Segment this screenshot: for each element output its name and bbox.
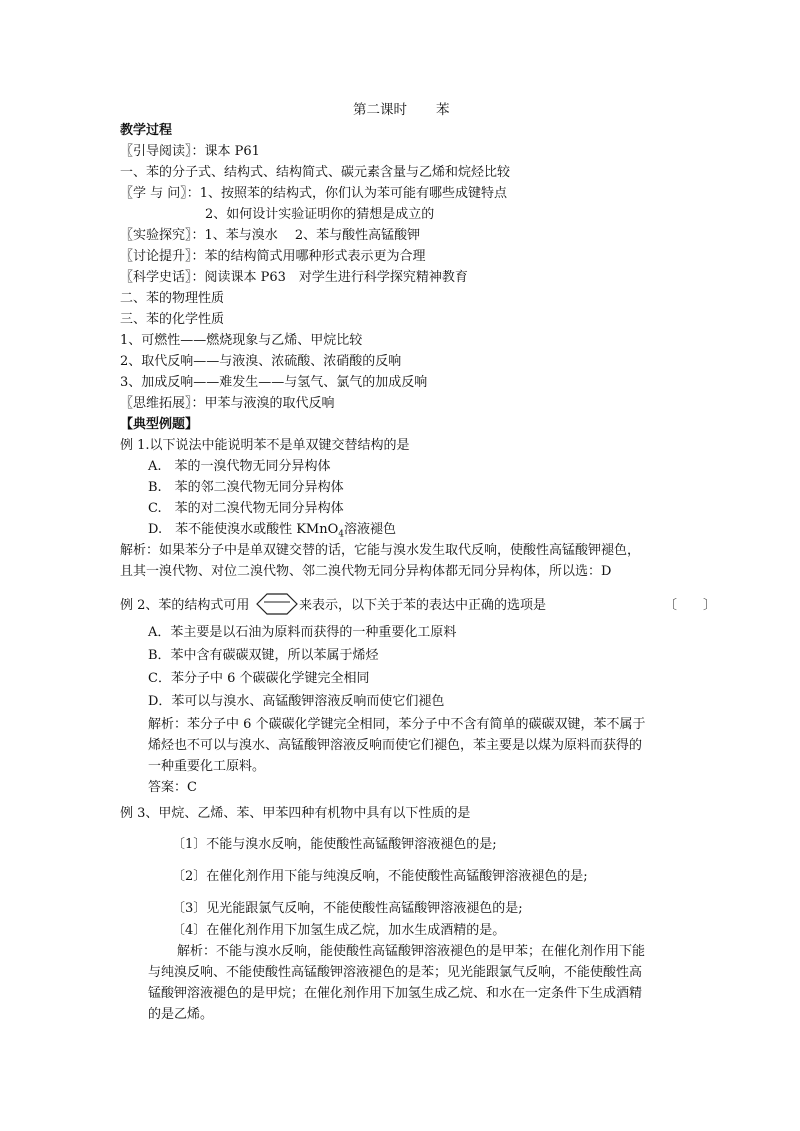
example2-analysis: 一种重要化工原料。 (148, 759, 266, 774)
intro-line: 3、加成反响——难发生——与氢气、氯气的加成反响 (120, 375, 428, 390)
option-d-text: D. 苯不能使溴水或酸性 KMnO (148, 522, 339, 537)
example3-analysis: 锰酸钾溶液褪色的是甲烷；在催化剂作用下加氢生成乙烷、和水在一定条件下生成酒精 (148, 986, 643, 1001)
example3-item: 〔1〕不能与溴水反响，能使酸性高锰酸钾溶液褪色的是; (172, 837, 497, 852)
example3-question: 例 3、甲烷、乙烯、苯、甲苯四种有机物中具有以下性质的是 (120, 806, 471, 821)
example1-option: A. 苯的一溴代物无同分异构体 (148, 459, 331, 474)
intro-line: 〖思维拓展〗：甲苯与液溴的取代反响 (120, 396, 335, 411)
intro-line: 〖科学史话〗：阅读课本 P63 对学生进行科学探究精神教育 (120, 270, 468, 285)
intro-line: 二、苯的物理性质 (120, 291, 225, 306)
lesson-title-part1: 第二课时 (353, 102, 407, 118)
intro-line: 1、可燃性——燃烧现象与乙烯、甲烷比较 (120, 333, 363, 348)
intro-line: 〖讨论提升〗：苯的结构简式用哪种形式表示更为合理 (120, 249, 426, 264)
example3-item: 〔3〕见光能跟氯气反响，不能使酸性高锰酸钾溶液褪色的是; (172, 901, 523, 916)
example3-analysis: 的是乙烯。 (148, 1007, 214, 1022)
example1-question: 例 1.以下说法中能说明苯不是单双键交替结构的是 (120, 438, 410, 453)
intro-line: 〖实验探究〗：1、苯与溴水 2、苯与酸性高锰酸钾 (120, 228, 421, 243)
example2-question-end: 来表示，以下关于苯的表达中正确的选项是 (299, 598, 547, 613)
intro-line: 三、苯的化学性质 (120, 312, 225, 327)
example3-analysis: 与纯溴反响、不能使酸性高锰酸钾溶液褪色的是苯；见光能跟氯气反响，不能使酸性高 (148, 965, 643, 980)
example2-option: A．苯主要是以石油为原料而获得的一种重要化工原料 (148, 625, 457, 640)
intro-line: 2、取代反响——与液溴、浓硫酸、浓硝酸的反响 (120, 354, 402, 369)
intro-line: 〖学 与 问〗：1、按照苯的结构式，你们认为苯可能有哪些成键特点 (120, 186, 508, 201)
example2-option: D．苯可以与溴水、高锰酸钾溶液反响而使它们褪色 (148, 694, 445, 709)
example1-option: C. 苯的对二溴代物无同分异构体 (148, 501, 344, 516)
example3-item: 〔2〕在催化剂作用下能与纯溴反响，不能使酸性高锰酸钾溶液褪色的是; (172, 869, 588, 884)
example1-analysis: 解析：如果苯分子中是单双键交替的话，它能与溴水发生取代反响，使酸性高锰酸钾褪色， (120, 543, 641, 558)
answer-bracket: 〔 〕 (664, 598, 717, 613)
intro-line: 2、如何设计实验证明你的猜想是成立的 (205, 207, 435, 222)
example3-analysis: 解析：不能与溴水反响，能使酸性高锰酸钾溶液褪色的是甲苯；在催化剂作用下能 (177, 944, 646, 959)
example1-option: B. 苯的邻二溴代物无同分异构体 (148, 480, 344, 495)
example2-analysis: 烯烃也不可以与溴水、高锰酸钾溶液反响而使它们褪色，苯主要是以煤为原料而获得的 (148, 738, 643, 753)
lesson-title-part2: 苯 (436, 102, 450, 118)
benzene-structure-icon (256, 592, 298, 616)
example1-analysis: 且其一溴代物、对位二溴代物、邻二溴代物无同分异构体都无同分异构体，所以选：D (120, 564, 612, 579)
option-d-text-end: 溶液褪色 (344, 522, 397, 537)
examples-heading: 【典型例题】 (120, 417, 199, 432)
example2-option: C．苯分子中 6 个碳碳化学键完全相同 (148, 671, 370, 686)
intro-line: 一、苯的分子式、结构式、结构简式、碳元素含量与乙烯和烷烃比较 (120, 165, 511, 180)
option-d-subscript: 4 (338, 529, 345, 540)
intro-line: 〖引导阅读〗：课本 P61 (120, 144, 260, 159)
example2-question-start: 例 2、苯的结构式可用 (120, 598, 250, 613)
section-heading: 教学过程 (120, 123, 173, 138)
example2-answer: 答案：C (148, 780, 197, 795)
example2-option: B．苯中含有碳碳双键，所以苯属于烯烃 (148, 648, 379, 663)
example1-option-d (148, 521, 396, 544)
example3-item: 〔4〕在催化剂作用下加氢生成乙烷，加水生成酒精的是。 (172, 923, 506, 938)
example2-analysis: 解析：苯分子中 6 个碳碳化学键完全相同，苯分子中不含有简单的碳碳双键，苯不属于 (148, 717, 646, 732)
